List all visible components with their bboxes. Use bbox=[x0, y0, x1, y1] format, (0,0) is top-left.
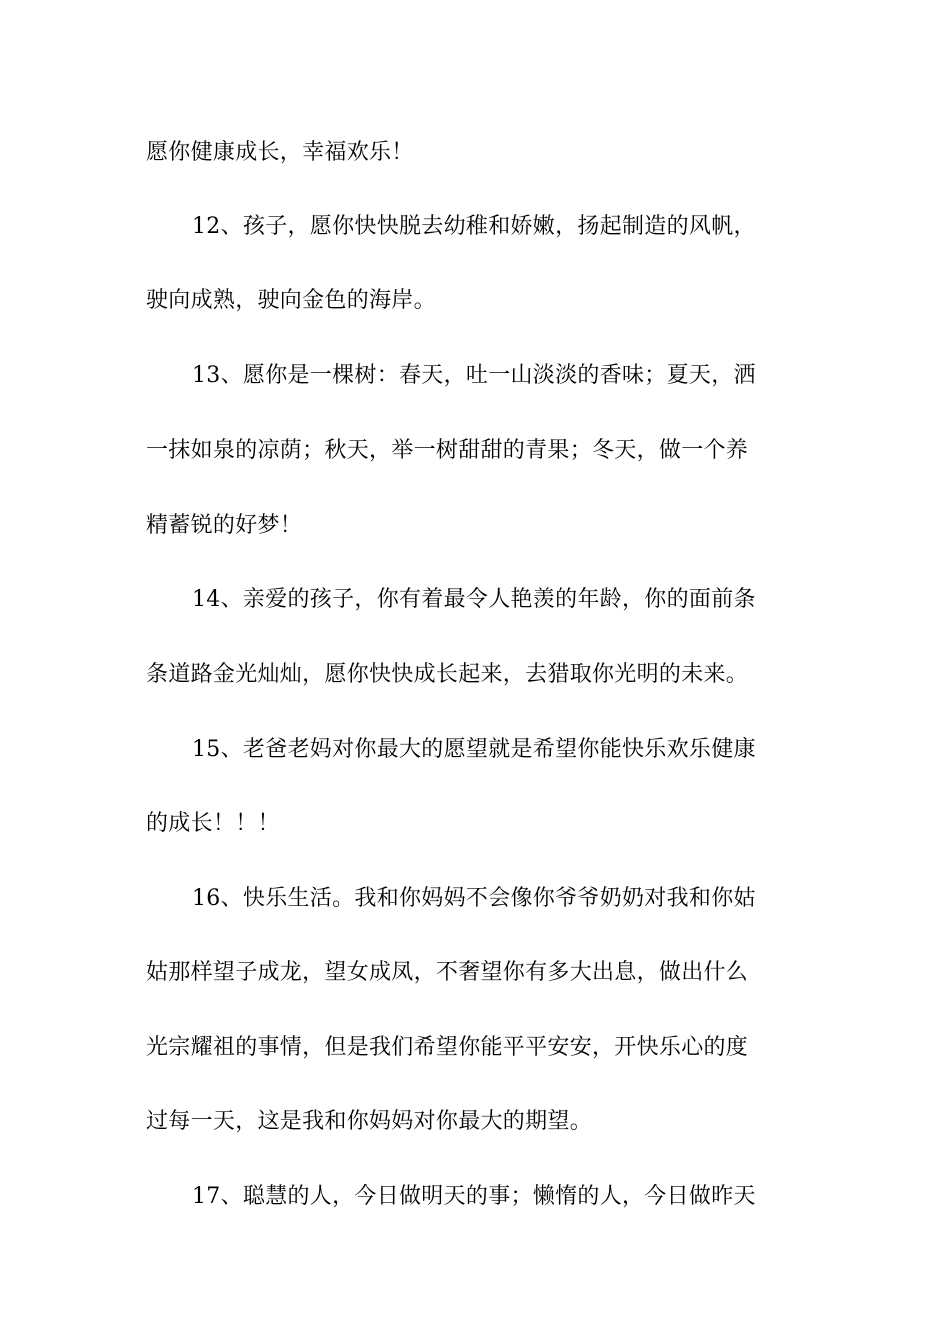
text-line: 条道路金光灿灿，愿你快快成长起来，去猎取你光明的未来。 bbox=[146, 662, 749, 687]
paragraph-12-line: 12、孩子，愿你快快脱去幼稚和娇嫩，扬起制造的风帆， bbox=[192, 214, 756, 239]
paragraph-15-line: 15、老爸老妈对你最大的愿望就是希望你能快乐欢乐健康 bbox=[192, 737, 756, 762]
text-line: 姑那样望子成龙，望女成凤，不奢望你有多大出息，做出什么 bbox=[146, 960, 749, 985]
paragraph-16-line: 16、快乐生活。我和你妈妈不会像你爷爷奶奶对我和你姑 bbox=[192, 886, 756, 911]
text-line: 光宗耀祖的事情，但是我们希望你能平平安安，开快乐心的度 bbox=[146, 1035, 749, 1060]
text-line: 驶向成熟，驶向金色的海岸。 bbox=[146, 288, 436, 313]
text-line: 愿你健康成长，幸福欢乐！ bbox=[146, 140, 414, 165]
paragraph-14-line: 14、亲爱的孩子，你有着最令人艳羡的年龄，你的面前条 bbox=[192, 587, 756, 612]
paragraph-17-line: 17、聪慧的人，今日做明天的事；懒惰的人，今日做昨天 bbox=[192, 1184, 756, 1209]
paragraph-13-line: 13、愿你是一棵树：春天，吐一山淡淡的香味；夏天，洒 bbox=[192, 363, 756, 388]
text-line: 精蓄锐的好梦！ bbox=[146, 513, 303, 538]
text-line: 一抹如泉的凉荫；秋天，举一树甜甜的青果；冬天，做一个养 bbox=[146, 438, 749, 463]
text-line: 的成长！！！ bbox=[146, 811, 280, 836]
text-line: 过每一天，这是我和你妈妈对你最大的期望。 bbox=[146, 1109, 593, 1134]
